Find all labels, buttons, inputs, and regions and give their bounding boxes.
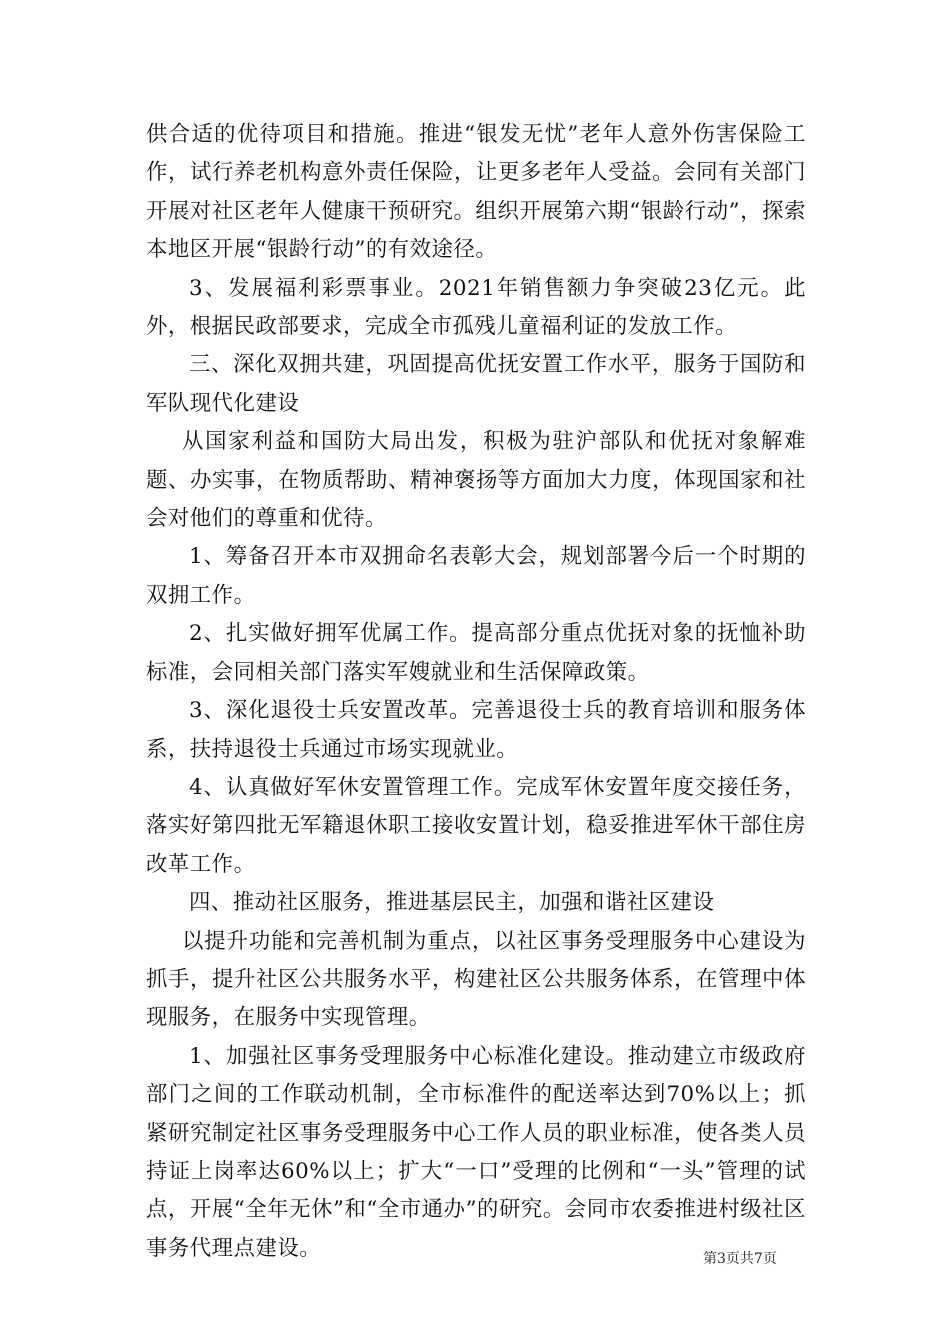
paragraph-item-4: 4、认真做好军休安置管理工作。完成军休安置年度交接任务，落实好第四批无军籍退休职工接收安置计划，稳妥推进军休干部住房改革工作。 bbox=[146, 774, 806, 877]
document-body bbox=[146, 116, 806, 1268]
paragraph-continuation: 供合适的优待项目和措施。推进“银发无忧”老年人意外伤害保险工作，试行养老机构意外责任保险，让更多老年人受益。会同有关部门开展对社区老年人健康干预研究。组织开展第六期“银龄行动”，探索本地区开展“银龄行动”的有效途径。 bbox=[146, 122, 806, 263]
paragraph-item-3: 3、深化退役士兵安置改革。完善退役士兵的教育培训和服务体系，扶持退役士兵通过市场实现就业。 bbox=[146, 698, 806, 762]
paragraph-section-4-intro: 以提升功能和完善机制为重点，以社区事务受理服务中心建设为抓手，提升社区公共服务水平，构建社区公共服务体系，在管理中体现服务，在服务中实现管理。 bbox=[146, 928, 806, 1031]
paragraph-item-2: 2、扎实做好拥军优属工作。提高部分重点优抚对象的抚恤补助标准，会同相关部门落实军嫂就业和生活保障政策。 bbox=[146, 621, 806, 685]
section-heading-3: 三、深化双拥共建，巩固提高优抚安置工作水平，服务于国防和军队现代化建设 bbox=[146, 352, 806, 416]
paragraph-section-4-item-1: 1、加强社区事务受理服务中心标准化建设。推动建立市级政府部门之间的工作联动机制，全市标准件的配送率达到70%以上；抓紧研究制定社区事务受理服务中心工作人员的职业标准，使各类人员持证上岗率达60%以上；扩大“一口”受理的比例和“一头”管理的试点，开展“全年无休”和“全市通办”的研究。会同市农委推进村级社区事务代理点建设。 bbox=[146, 1043, 806, 1261]
paragraph-section-3-intro: 从国家利益和国防大局出发，积极为驻沪部队和优抚对象解难题、办实事，在物质帮助、精神褒扬等方面加大力度，体现国家和社会对他们的尊重和优待。 bbox=[146, 429, 806, 532]
paragraph-item-1: 1、筹备召开本市双拥命名表彰大会，规划部署今后一个时期的双拥工作。 bbox=[146, 544, 806, 608]
page-number: 第3页共7页 bbox=[703, 1251, 777, 1267]
section-heading-4: 四、推动社区服务，推进基层民主，加强和谐社区建设 bbox=[189, 890, 715, 916]
paragraph-lottery: 3、发展福利彩票事业。2021年销售额力争突破23亿元。此外，根据民政部要求，完成全市孤残儿童福利证的发放工作。 bbox=[146, 275, 806, 340]
